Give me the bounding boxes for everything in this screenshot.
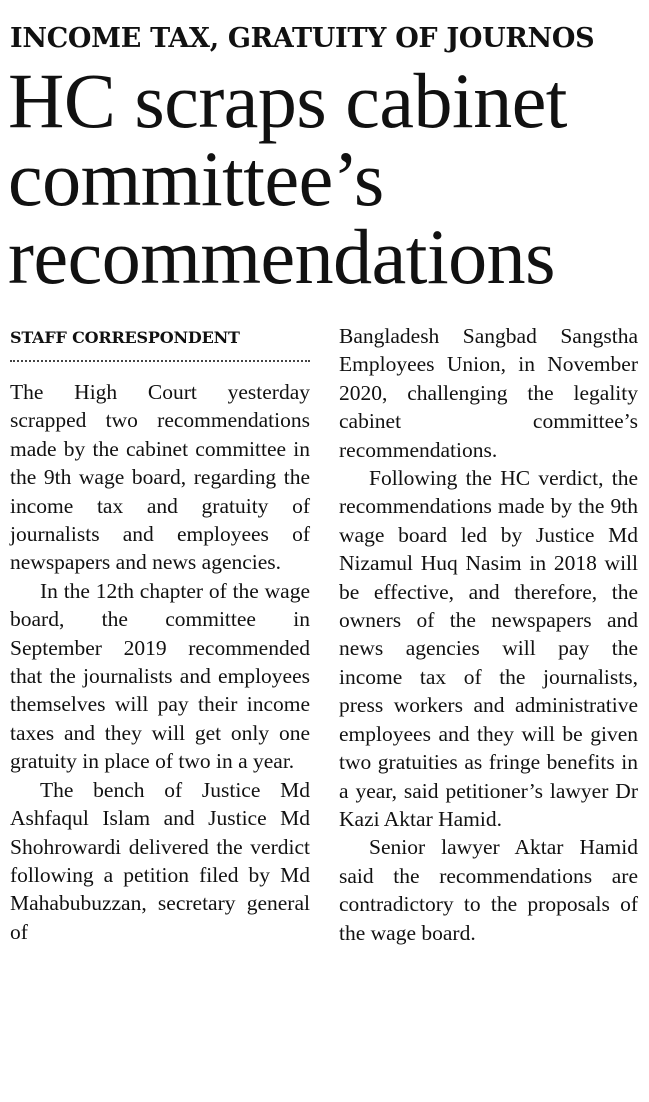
body-column-left: [10, 378, 310, 946]
body-paragraph: Following the HC verdict, the recommendations made by the 9th wage board led by Justice Md Nizamul Huq Nasim in 2018 will be effective, and therefore, the owners of the newspapers and news agencies will pay the income tax of the journalists, press workers and administrative employees and they will be given two gratuities as fringe benefits in a year, said petitioner’s lawyer Dr Kazi Aktar Hamid.: [339, 466, 638, 831]
kicker: INCOME TAX, GRATUITY OF JOURNOS: [10, 23, 595, 54]
body-paragraph: The bench of Justice Md Ashfaqul Islam and Justice Md Shohrowardi delivered the verdict following a petition filed by Md Mahabubuzzan, secretary general of: [10, 777, 310, 944]
headline: [8, 57, 644, 300]
headline-line: committee’s: [8, 135, 384, 222]
body-column-right: [339, 322, 638, 947]
body-paragraph: The High Court yesterday scrapped two recommendations made by the cabinet committee in the 9th wage board, regarding the income tax and gratuity of journalists and employees of newspapers and news agencies.: [10, 380, 310, 575]
body-paragraph: Senior lawyer Aktar Hamid said the recommendations are contradictory to the proposals of the wage board.: [339, 835, 638, 945]
headline-line: recommendations: [8, 213, 555, 300]
body-paragraph: Bangladesh Sangbad Sangstha Employees Union, in November 2020, challenging the legality cabinet committee’s recommendations.: [339, 324, 638, 462]
byline: STAFF CORRESPONDENT: [10, 328, 240, 347]
byline-divider: [10, 360, 310, 362]
body-paragraph: In the 12th chapter of the wage board, the committee in September 2019 recommended that the journalists and employees themselves will pay their income taxes and they will get only one gratuity in place of two in a year.: [10, 578, 310, 774]
headline-line: HC scraps cabinet: [8, 57, 567, 144]
